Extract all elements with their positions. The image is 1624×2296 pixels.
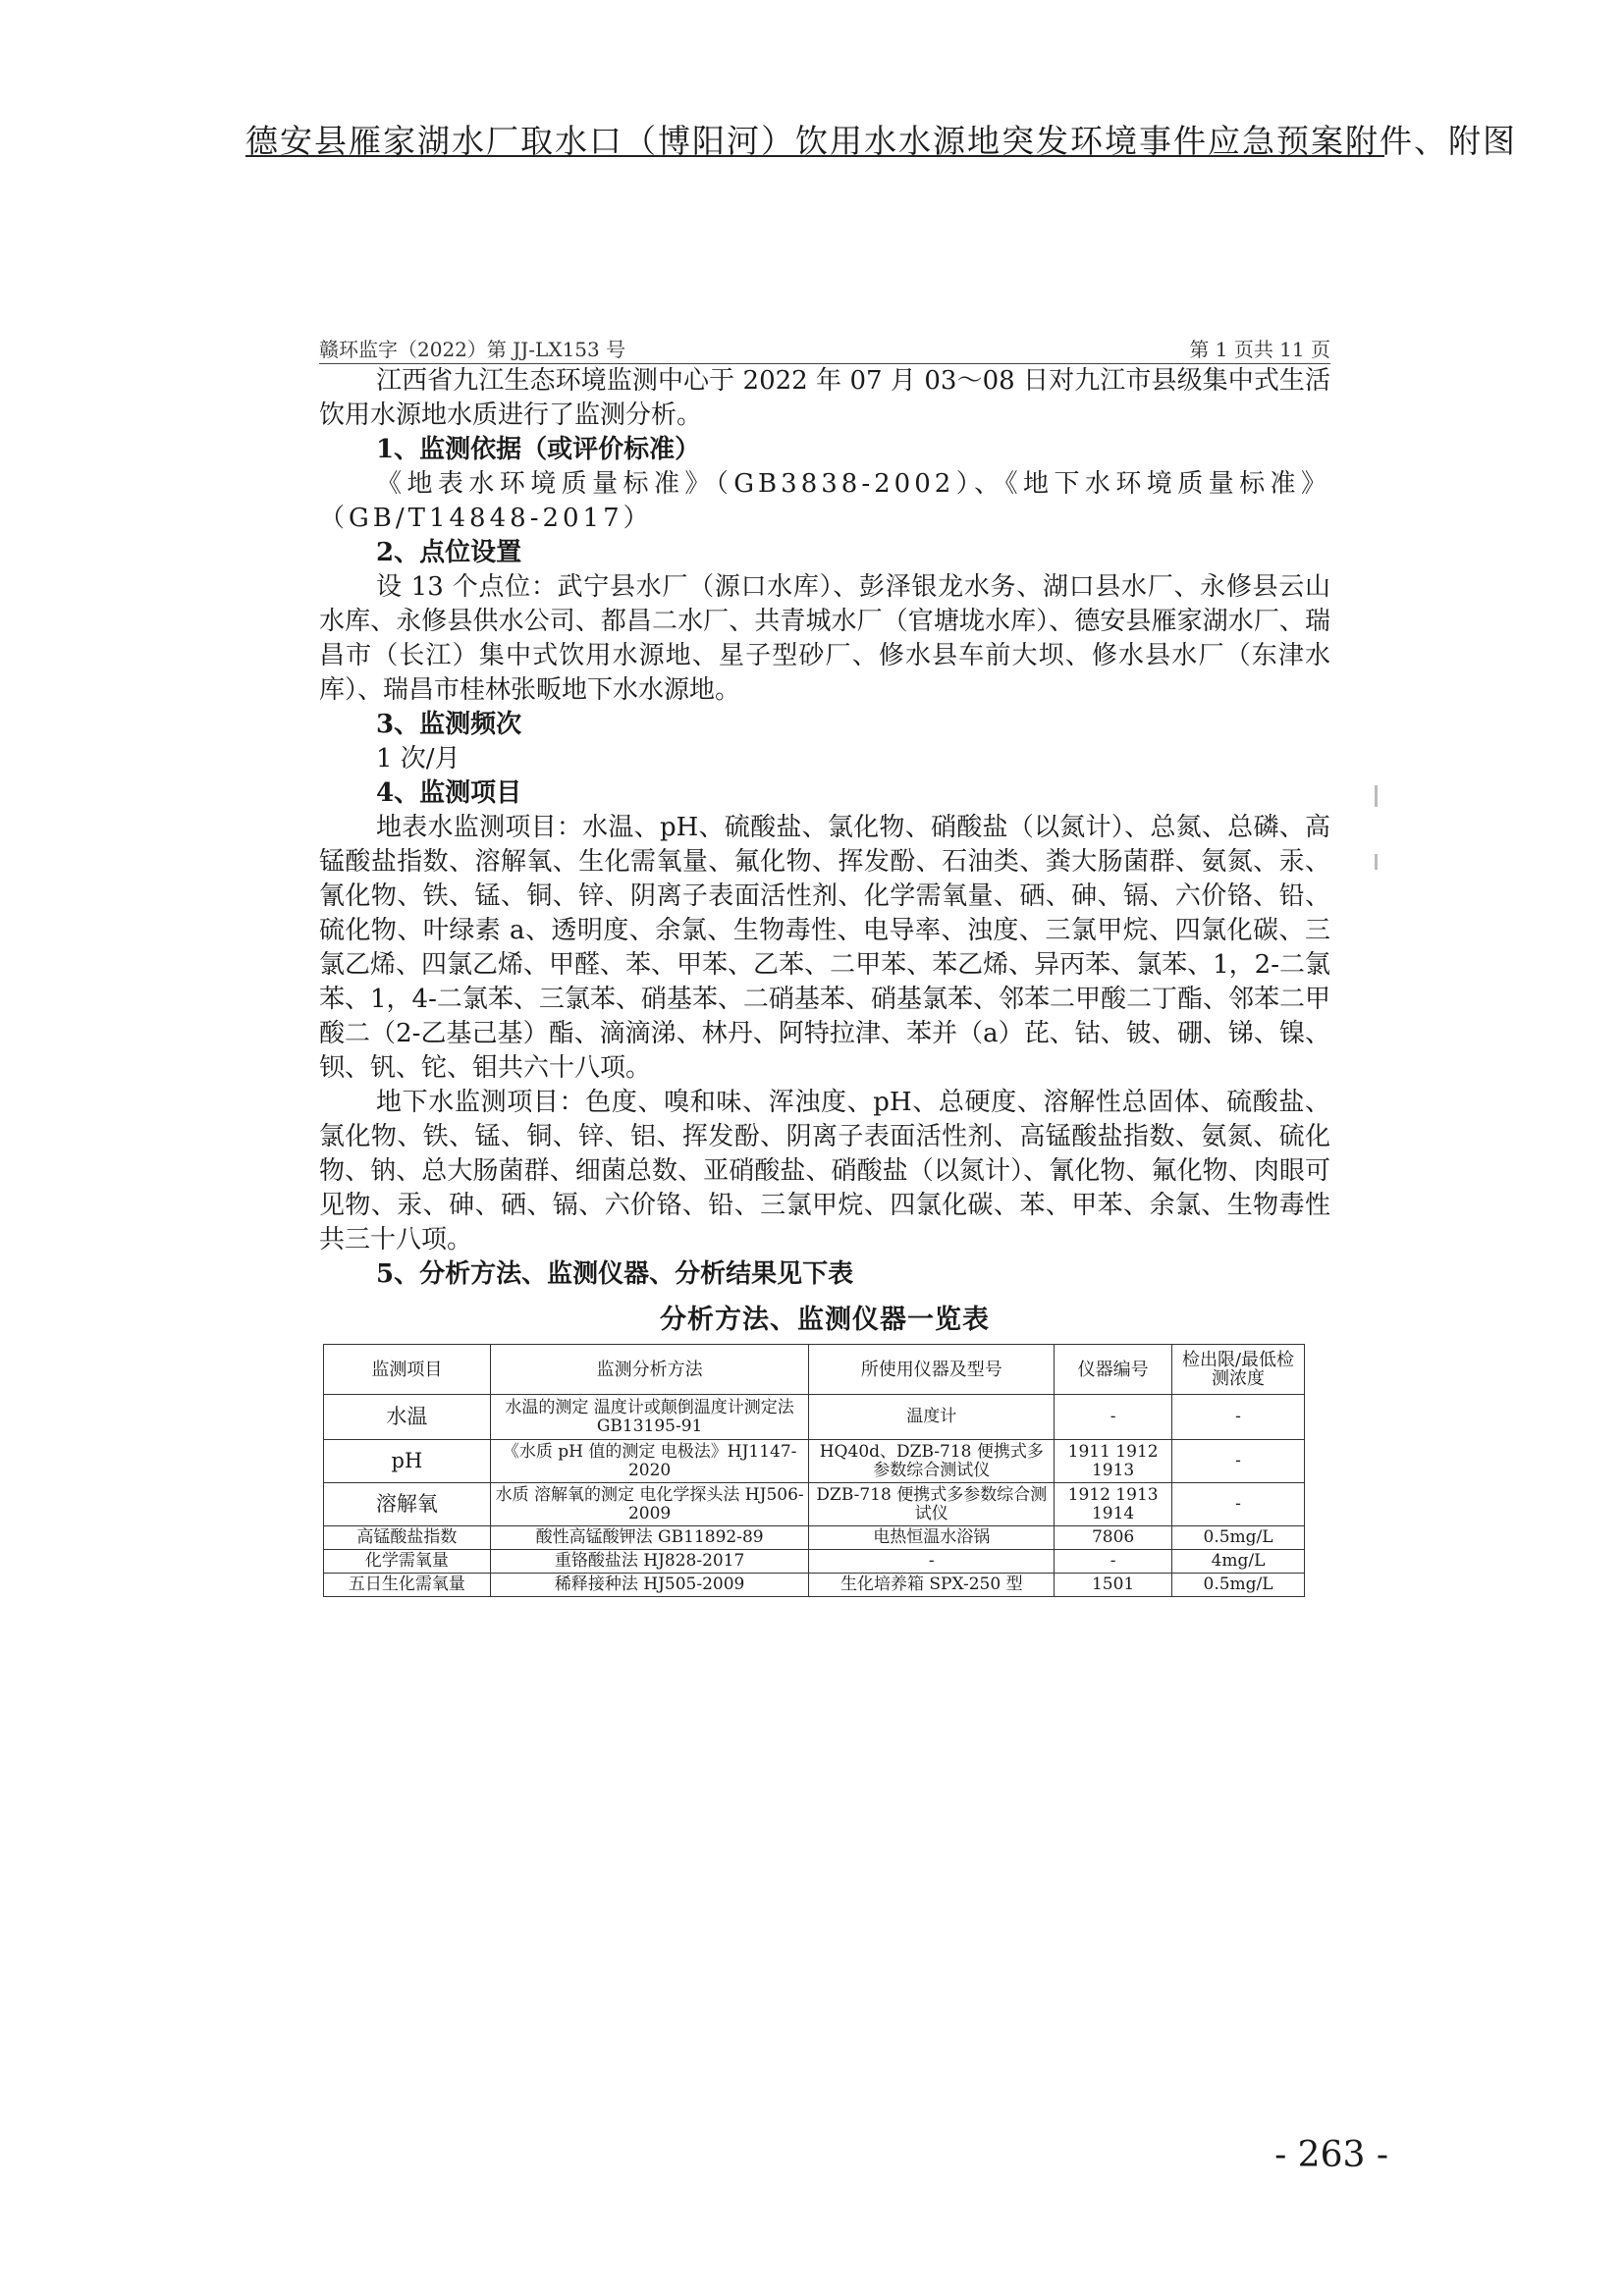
scan-edge-mark [1375, 854, 1378, 870]
cell-detection-limit: - [1172, 1483, 1305, 1526]
report-reference-number: 赣环监字（2022）第 JJ-LX153 号 [319, 338, 626, 361]
cell-item: 水温 [324, 1395, 491, 1440]
cell-method: 稀释接种法 HJ505-2009 [490, 1574, 809, 1597]
section-heading-basis: 1、监测依据（或评价标准） [376, 435, 701, 464]
cell-detection-limit: 0.5mg/L [1172, 1526, 1305, 1550]
cell-instrument-number: - [1055, 1550, 1172, 1574]
cell-instrument: DZB-718 便携式多参数综合测试仪 [809, 1483, 1055, 1526]
cell-method: 水质 溶解氧的测定 电化学探头法 HJ506-2009 [490, 1483, 809, 1526]
standards-paragraph: 《地表水环境质量标准》（GB3838-2002）、《地下水环境质量标准》（GB/T14848-2017） [319, 469, 1330, 533]
cell-item: 高锰酸盐指数 [324, 1526, 491, 1550]
cell-method: 水温的测定 温度计或颠倒温度计测定法 GB13195-91 [490, 1395, 809, 1440]
cell-instrument-number: 1501 [1055, 1574, 1172, 1597]
scanned-report-page [319, 334, 1330, 1597]
table-title: 分析方法、监测仪器一览表 [660, 1305, 990, 1335]
section-heading-sites: 2、点位设置 [376, 538, 522, 567]
cell-instrument-number: 1911 1912 1913 [1055, 1440, 1172, 1483]
frequency-paragraph: 1 次/月 [376, 744, 460, 774]
column-header-instrument: 所使用仪器及型号 [809, 1345, 1055, 1395]
sites-paragraph: 设 13 个点位：武宁县水厂（源口水库）、彭泽银龙水务、湖口县水厂、永修县云山水库、永修县供水公司、都昌二水厂、共青城水厂（官塘垅水库）、德安县雁家湖水厂、瑞昌市（长江）集中式饮用水源地、星子型砂厂、修水县车前大坝、修水县水厂（东津水库）、瑞昌市桂林张畈地下水水源地。 [319, 572, 1330, 705]
report-meta-line [319, 334, 1330, 361]
cell-instrument: 生化培养箱 SPX-250 型 [809, 1574, 1055, 1597]
table-row [324, 1574, 1305, 1597]
cell-item: 溶解氧 [324, 1483, 491, 1526]
column-header-instrument-number: 仪器编号 [1055, 1345, 1172, 1395]
intro-paragraph: 江西省九江生态环境监测中心于 2022 年 07 月 03～08 日对九江市县级集中式生活饮用水源地水质进行了监测分析。 [319, 366, 1330, 430]
surface-water-items-paragraph: 地表水监测项目：水温、pH、硫酸盐、氯化物、硝酸盐（以氮计）、总氮、总磷、高锰酸盐指数、溶解氧、生化需氧量、氟化物、挥发酚、石油类、粪大肠菌群、氨氮、汞、氰化物、铁、锰、铜、锌、阴离子表面活性剂、化学需氧量、硒、砷、镉、六价铬、铅、硫化物、叶绿素 a、透明度、余氯、生物毒性、电导率、浊度、三氯甲烷、四氯化碳、三氯乙烯、四氯乙烯、甲醛、苯、甲苯、乙苯、二甲苯、苯乙烯、异丙苯、氯苯、1，2-二氯苯、1，4-二氯苯、三氯苯、硝基苯、二硝基苯、硝基氯苯、邻苯二甲酸二丁酯、邻苯二甲酸二（2-乙基己基）酯、滴滴涕、林丹、阿特拉津、苯并（a）芘、钴、铍、硼、锑、镍、钡、钒、铊、钼共六十八项。 [319, 813, 1330, 1083]
table-row [324, 1395, 1305, 1440]
cell-instrument: HQ40d、DZB-718 便携式多参数综合测试仪 [809, 1440, 1055, 1483]
scan-edge-mark [1375, 785, 1378, 807]
methods-instruments-table [323, 1344, 1305, 1597]
table-row [324, 1526, 1305, 1550]
column-header-item: 监测项目 [324, 1345, 491, 1395]
header-divider [245, 155, 1384, 157]
report-page-info: 第 1 页共 11 页 [1189, 338, 1330, 361]
report-body [319, 364, 1330, 1292]
cell-detection-limit: 0.5mg/L [1172, 1574, 1305, 1597]
document-running-header: 德安县雁家湖水厂取水口（博阳河）饮用水水源地突发环境事件应急预案附件、附图 [245, 122, 1517, 160]
cell-item: 五日生化需氧量 [324, 1574, 491, 1597]
cell-method: 《水质 pH 值的测定 电极法》HJ1147-2020 [490, 1440, 809, 1483]
table-row [324, 1550, 1305, 1574]
cell-instrument: 温度计 [809, 1395, 1055, 1440]
table-row [324, 1440, 1305, 1483]
cell-item: pH [324, 1440, 491, 1483]
cell-detection-limit: - [1172, 1440, 1305, 1483]
section-heading-methods: 5、分析方法、监测仪器、分析结果见下表 [376, 1259, 854, 1289]
cell-instrument-number: - [1055, 1395, 1172, 1440]
cell-instrument-number: 7806 [1055, 1526, 1172, 1550]
table-header-row [324, 1345, 1305, 1395]
cell-method: 酸性高锰酸钾法 GB11892-89 [490, 1526, 809, 1550]
section-heading-items: 4、监测项目 [376, 778, 522, 808]
cell-detection-limit: - [1172, 1395, 1305, 1440]
page-number: - 263 - [1274, 2135, 1388, 2175]
cell-instrument: - [809, 1550, 1055, 1574]
cell-instrument: 电热恒温水浴锅 [809, 1526, 1055, 1550]
section-heading-frequency: 3、监测频次 [376, 710, 522, 739]
groundwater-items-paragraph: 地下水监测项目：色度、嗅和味、浑浊度、pH、总硬度、溶解性总固体、硫酸盐、氯化物、铁、锰、铜、锌、铝、挥发酚、阴离子表面活性剂、高锰酸盐指数、氨氮、硫化物、钠、总大肠菌群、细菌总数、亚硝酸盐、硝酸盐（以氮计）、氰化物、氟化物、肉眼可见物、汞、砷、硒、镉、六价铬、铅、三氯甲烷、四氯化碳、苯、甲苯、余氯、生物毒性共三十八项。 [319, 1088, 1330, 1255]
cell-method: 重铬酸盐法 HJ828-2017 [490, 1550, 809, 1574]
cell-instrument-number: 1912 1913 1914 [1055, 1483, 1172, 1526]
table-row [324, 1483, 1305, 1526]
cell-item: 化学需氧量 [324, 1550, 491, 1574]
cell-detection-limit: 4mg/L [1172, 1550, 1305, 1574]
column-header-detection-limit: 检出限/最低检测浓度 [1172, 1345, 1305, 1395]
column-header-method: 监测分析方法 [490, 1345, 809, 1395]
